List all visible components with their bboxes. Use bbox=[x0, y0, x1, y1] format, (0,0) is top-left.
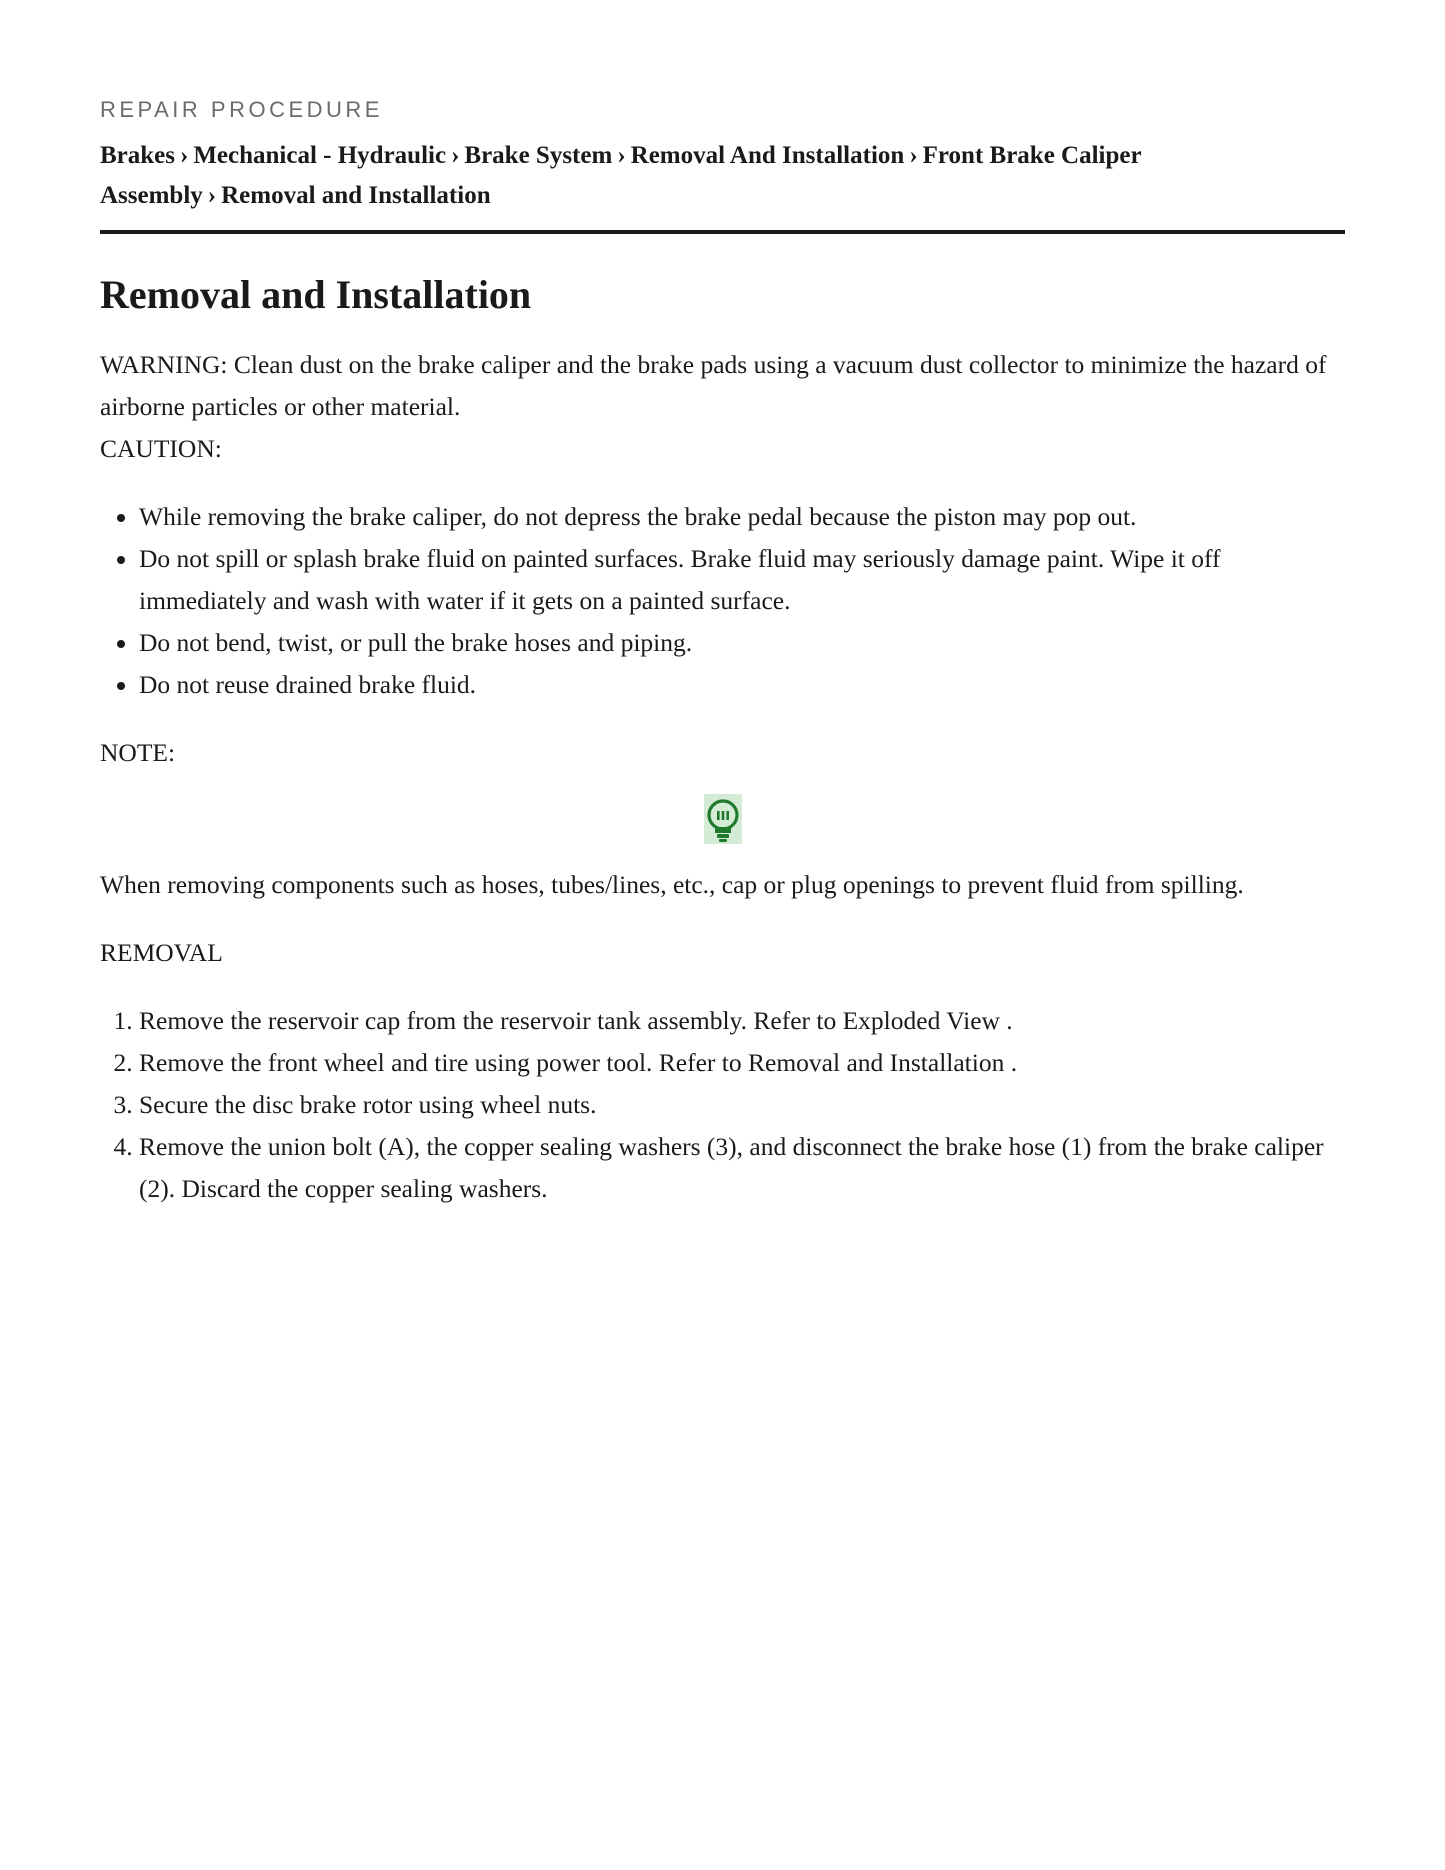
breadcrumb-item-front-brake-caliper-assembly[interactable]: Front Brake Caliper Assembly bbox=[100, 142, 1142, 209]
breadcrumb-item-brake-system[interactable]: Brake System bbox=[464, 142, 613, 169]
note-icon-container bbox=[100, 794, 1345, 846]
caution-item: • Do not spill or splash brake fluid on painted surfaces. Brake fluid may seriously damage paint. Wipe it off immediately and wash with water if it gets on a painted surface. bbox=[139, 538, 1345, 622]
removal-step: 4. Remove the union bolt (A), the copper sealing washers (3), and disconnect the brake hose (1) from the brake caliper (2). Discard the copper sealing washers. bbox=[139, 1126, 1345, 1210]
document-page bbox=[100, 0, 1345, 1210]
caution-item: • While removing the brake caliper, do not depress the brake pedal because the piston may pop out. bbox=[139, 496, 1345, 538]
breadcrumb-item-brakes[interactable]: Brakes bbox=[100, 142, 175, 169]
note-text: When removing components such as hoses, tubes/lines, etc., cap or plug openings to prevent fluid from spilling. bbox=[100, 870, 1244, 899]
breadcrumb bbox=[100, 136, 1345, 216]
breadcrumb-separator: › bbox=[180, 142, 189, 169]
breadcrumb-item-mechanical-hydraulic[interactable]: Mechanical - Hydraulic bbox=[193, 142, 447, 169]
breadcrumb-separator: › bbox=[207, 182, 217, 209]
removal-step: 3. Secure the disc brake rotor using wheel nuts. bbox=[139, 1084, 1345, 1126]
caution-item: • Do not bend, twist, or pull the brake hoses and piping. bbox=[139, 622, 1345, 664]
removal-label: REMOVAL bbox=[100, 938, 223, 967]
breadcrumb-separator: › bbox=[617, 142, 626, 169]
page-title: Removal and Installation bbox=[100, 272, 532, 317]
note-label: NOTE: bbox=[100, 738, 176, 767]
breadcrumb-item-removal-and-installation[interactable]: Removal And Installation bbox=[630, 142, 905, 169]
caution-label: CAUTION: bbox=[100, 434, 222, 463]
removal-steps bbox=[100, 1000, 1345, 1210]
warning-text: WARNING: Clean dust on the brake caliper and the brake pads using a vacuum dust collector to minimize the hazard of airborne particles or other material. bbox=[100, 350, 1327, 421]
breadcrumb-separator: › bbox=[909, 142, 918, 169]
header-divider bbox=[100, 230, 1345, 234]
breadcrumb-separator: › bbox=[451, 142, 460, 169]
caution-list bbox=[100, 496, 1345, 706]
procedure-type-label: REPAIR PROCEDURE bbox=[100, 97, 383, 122]
removal-step: 2. Remove the front wheel and tire using power tool. Refer to Removal and Installation . bbox=[139, 1042, 1345, 1084]
lightbulb-icon bbox=[704, 794, 742, 844]
caution-item: • Do not reuse drained brake fluid. bbox=[139, 664, 1345, 706]
breadcrumb-item-current-page: Removal and Installation bbox=[221, 182, 491, 209]
removal-step: 1. Remove the reservoir cap from the reservoir tank assembly. Refer to Exploded View . bbox=[139, 1000, 1345, 1042]
